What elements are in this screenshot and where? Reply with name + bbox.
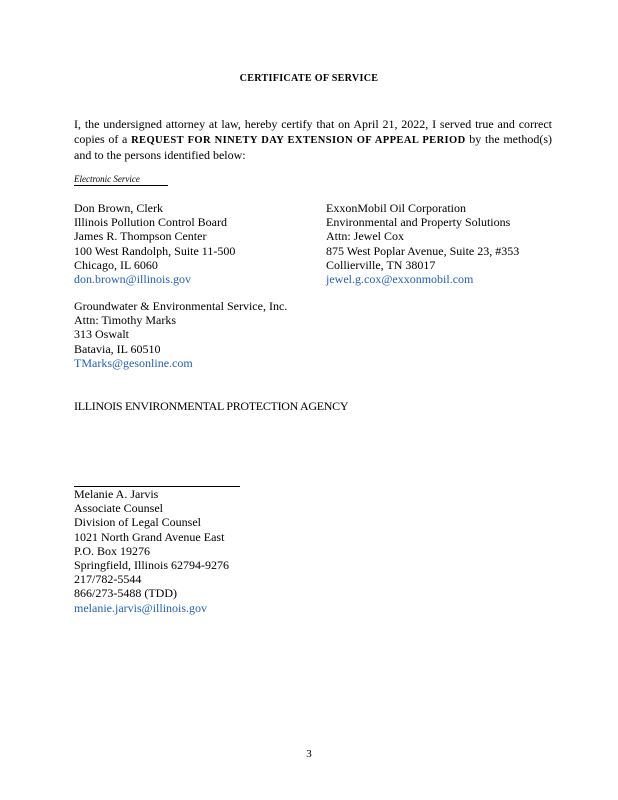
recipient-name: Don Brown, Clerk bbox=[74, 201, 163, 215]
signatory-street: 1021 North Grand Avenue East bbox=[74, 529, 225, 544]
signatory-phone: 217/782-5544 bbox=[74, 572, 142, 587]
recipient-address-line: 100 West Randolph, Suite 11-500 bbox=[74, 243, 236, 258]
signatory-title: Associate Counsel bbox=[74, 501, 163, 516]
recipient-block-exxonmobil bbox=[326, 201, 519, 286]
page-number: 3 bbox=[306, 748, 312, 760]
recipient-address-line: Batavia, IL 60510 bbox=[74, 341, 161, 356]
recipient-email-link[interactable]: don.brown@illinois.gov bbox=[74, 272, 192, 287]
recipient-block-board bbox=[74, 201, 235, 286]
recipient-name: ExxonMobil Oil Corporation bbox=[326, 201, 466, 215]
signatory-division: Division of Legal Counsel bbox=[74, 515, 201, 530]
certification-paragraph bbox=[74, 117, 552, 163]
signatory-name: Melanie A. Jarvis bbox=[74, 487, 159, 501]
signatory-po-box: P.O. Box 19276 bbox=[74, 543, 151, 558]
recipient-address-line: Chicago, IL 6060 bbox=[74, 257, 158, 272]
document-name-caps: REQUEST FOR NINETY DAY EXTENSION OF APPEAL PERIOD bbox=[131, 135, 466, 146]
recipient-email-link[interactable]: TMarks@gesonline.com bbox=[74, 355, 193, 370]
recipient-org: Illinois Pollution Control Board bbox=[74, 215, 228, 230]
certification-text-start: I, the undersigned attorney at law, hereby certify that on April 21, 2022, I served true and correct copies of a bbox=[74, 117, 552, 146]
recipient-address-line: 313 Oswalt bbox=[74, 327, 129, 342]
recipient-address-line: James R. Thompson Center bbox=[74, 229, 207, 244]
recipient-address-line: Attn: Jewel Cox bbox=[326, 229, 404, 244]
service-method-label: Electronic Service bbox=[74, 174, 168, 186]
signatory-city: Springfield, Illinois 62794-9276 bbox=[74, 558, 229, 573]
recipient-name: Groundwater & Environmental Service, Inc. bbox=[74, 299, 288, 313]
recipient-org: Attn: Timothy Marks bbox=[74, 313, 177, 328]
signatory-tdd: 866/273-5488 (TDD) bbox=[74, 586, 177, 601]
certification-text-end: by the method(s) and to the persons identified below: bbox=[74, 132, 552, 162]
recipient-org: Environmental and Property Solutions bbox=[326, 215, 511, 230]
document-title: CERTIFICATE OF SERVICE bbox=[239, 72, 379, 84]
signatory-block bbox=[74, 487, 229, 615]
recipient-block-groundwater bbox=[74, 299, 287, 370]
recipient-email-link[interactable]: jewel.g.cox@exxonmobil.com bbox=[326, 272, 474, 287]
recipient-address-line: 875 West Poplar Avenue, Suite 23, #353 bbox=[326, 243, 520, 258]
recipient-address-line: Collierville, TN 38017 bbox=[326, 257, 436, 272]
agency-name: ILLINOIS ENVIRONMENTAL PROTECTION AGENCY bbox=[74, 399, 349, 413]
signatory-email-link[interactable]: melanie.jarvis@illinois.gov bbox=[74, 600, 208, 615]
